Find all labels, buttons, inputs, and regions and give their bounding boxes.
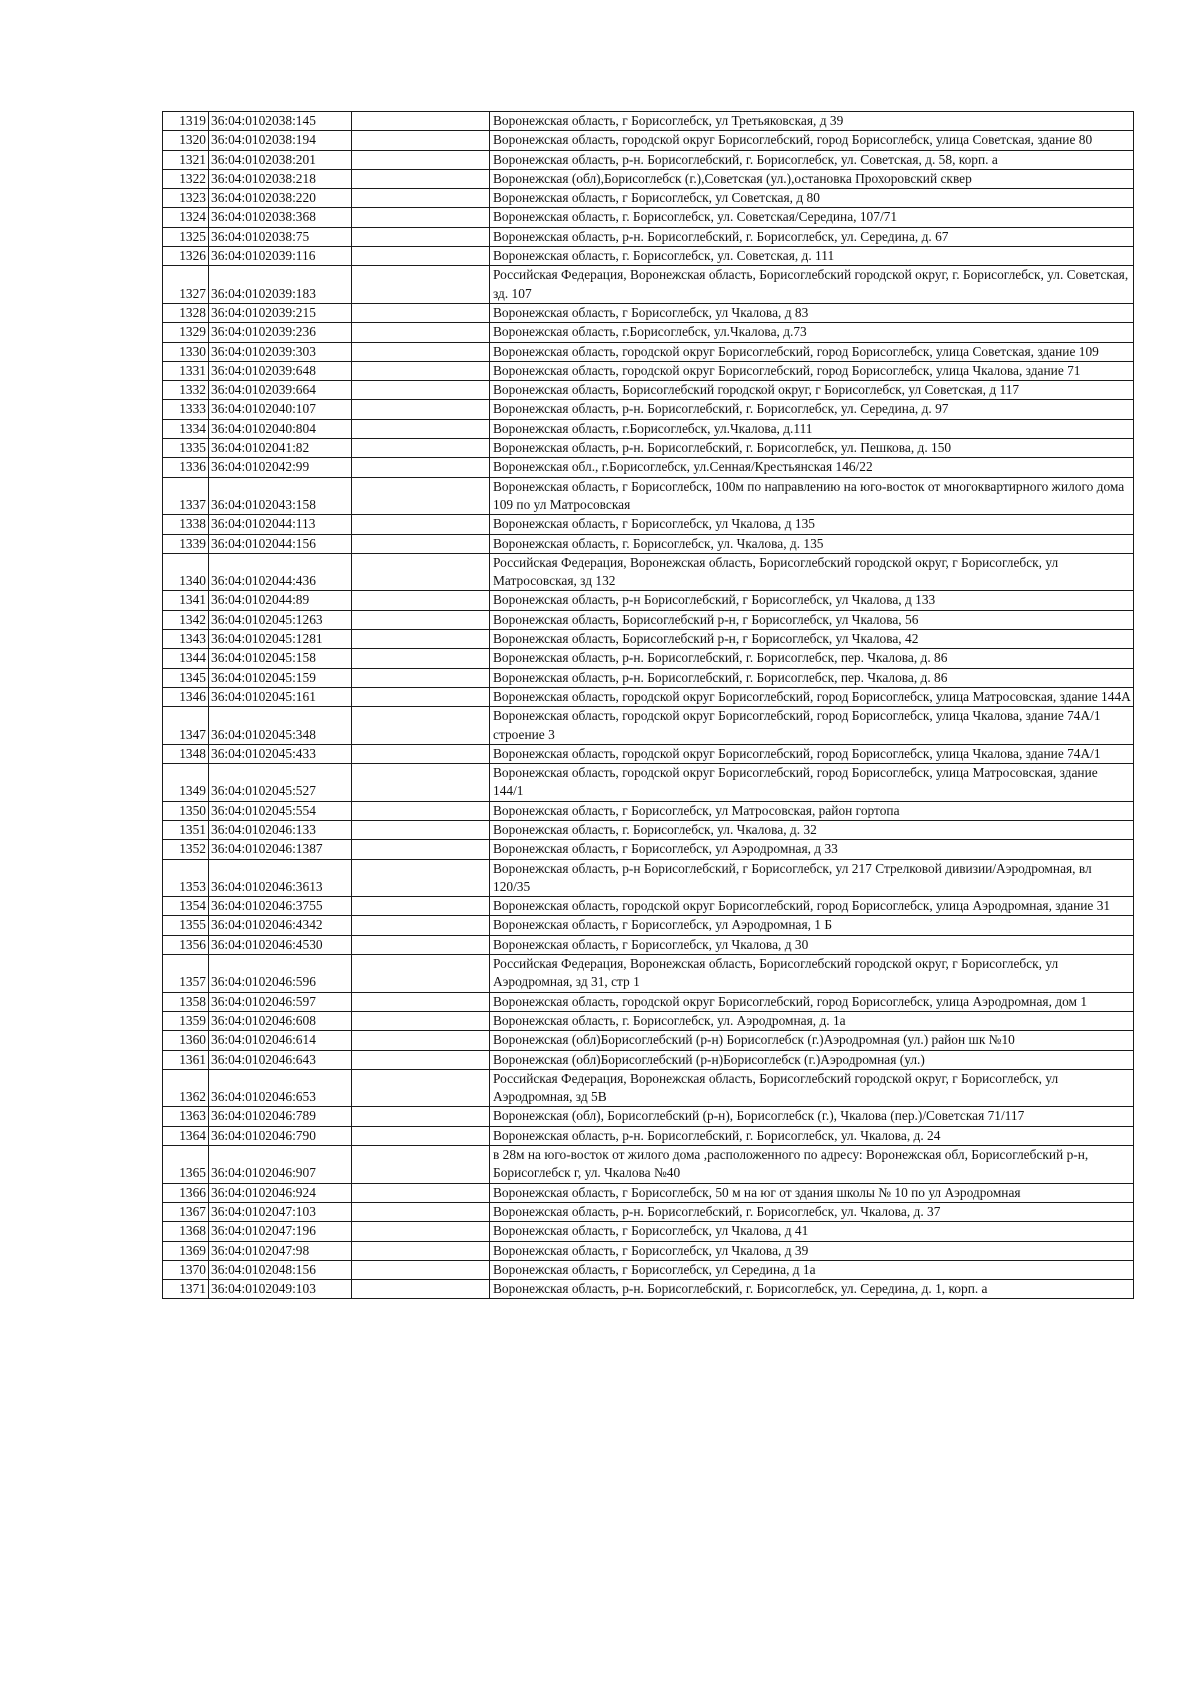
empty-cell [352, 169, 490, 188]
table-row [163, 1011, 1134, 1030]
table-row [163, 707, 1134, 745]
table-row [163, 687, 1134, 706]
cadastral-number: 36:04:0102046:1387 [209, 840, 352, 859]
cadastral-registry-table [162, 111, 1134, 1299]
empty-cell [352, 553, 490, 591]
table-row [163, 992, 1134, 1011]
address-cell: Воронежская область, г.Борисоглебск, ул.Чкалова, д.111 [490, 419, 1134, 438]
empty-cell [352, 764, 490, 802]
row-number: 1342 [163, 610, 209, 629]
cadastral-number: 36:04:0102039:648 [209, 361, 352, 380]
table-row [163, 458, 1134, 477]
cadastral-number: 36:04:0102047:196 [209, 1222, 352, 1241]
address-cell: Воронежская (обл)Борисоглебский (р-н)Борисоглебск (г.)Аэродромная (ул.) [490, 1050, 1134, 1069]
row-number: 1358 [163, 992, 209, 1011]
address-cell: Воронежская область, Борисоглебский городской округ, г Борисоглебск, ул Советская, д 117 [490, 381, 1134, 400]
table-row [163, 266, 1134, 304]
cadastral-number: 36:04:0102039:664 [209, 381, 352, 400]
row-number: 1363 [163, 1107, 209, 1126]
cadastral-number: 36:04:0102042:99 [209, 458, 352, 477]
cadastral-number: 36:04:0102045:158 [209, 649, 352, 668]
empty-cell [352, 150, 490, 169]
row-number: 1329 [163, 323, 209, 342]
address-cell: Воронежская область, г Борисоглебск, 100м по направлению на юго-восток от многоквартирного жилого дома 109 по ул Матросовская [490, 477, 1134, 515]
empty-cell [352, 897, 490, 916]
empty-cell [352, 707, 490, 745]
table-row [163, 916, 1134, 935]
row-number: 1353 [163, 859, 209, 897]
cadastral-number: 36:04:0102039:116 [209, 247, 352, 266]
empty-cell [352, 1260, 490, 1279]
cadastral-number: 36:04:0102038:75 [209, 227, 352, 246]
empty-cell [352, 419, 490, 438]
cadastral-number: 36:04:0102038:368 [209, 208, 352, 227]
table-row [163, 955, 1134, 993]
row-number: 1325 [163, 227, 209, 246]
address-cell: Воронежская (обл)Борисоглебский (р-н) Борисоглебск (г.)Аэродромная (ул.) район шк №10 [490, 1031, 1134, 1050]
row-number: 1320 [163, 131, 209, 150]
address-cell: Воронежская область, г. Борисоглебск, ул. Аэродромная, д. 1а [490, 1011, 1134, 1030]
cadastral-number: 36:04:0102040:804 [209, 419, 352, 438]
cadastral-number: 36:04:0102038:220 [209, 189, 352, 208]
table-row [163, 610, 1134, 629]
table-row [163, 553, 1134, 591]
table-row [163, 744, 1134, 763]
address-cell: Российская Федерация, Воронежская область, Борисоглебский городской округ, г Борисоглебск, ул Матросовская, зд 132 [490, 553, 1134, 591]
row-number: 1366 [163, 1183, 209, 1202]
row-number: 1348 [163, 744, 209, 763]
empty-cell [352, 1222, 490, 1241]
empty-cell [352, 668, 490, 687]
table-row [163, 935, 1134, 954]
table-row [163, 477, 1134, 515]
row-number: 1326 [163, 247, 209, 266]
cadastral-number: 36:04:0102044:436 [209, 553, 352, 591]
table-row [163, 227, 1134, 246]
table-row [163, 1069, 1134, 1107]
empty-cell [352, 801, 490, 820]
row-number: 1357 [163, 955, 209, 993]
empty-cell [352, 534, 490, 553]
address-cell: Воронежская область, г Борисоглебск, 50 м на юг от здания школы № 10 по ул Аэродромная [490, 1183, 1134, 1202]
row-number: 1334 [163, 419, 209, 438]
table-row [163, 1126, 1134, 1145]
row-number: 1331 [163, 361, 209, 380]
row-number: 1361 [163, 1050, 209, 1069]
table-row [163, 859, 1134, 897]
address-cell: Воронежская область, г Борисоглебск, ул Чкалова, д 30 [490, 935, 1134, 954]
cadastral-number: 36:04:0102046:3755 [209, 897, 352, 916]
address-cell: Воронежская область, р-н. Борисоглебский, г. Борисоглебск, ул. Середина, д. 1, корп. а [490, 1280, 1134, 1299]
cadastral-number: 36:04:0102049:103 [209, 1280, 352, 1299]
empty-cell [352, 303, 490, 322]
cadastral-number: 36:04:0102038:201 [209, 150, 352, 169]
address-cell: Воронежская область, г Борисоглебск, ул Чкалова, д 39 [490, 1241, 1134, 1260]
table-row [163, 515, 1134, 534]
address-cell: Воронежская область, городской округ Борисоглебский, город Борисоглебск, улица Аэродромная, дом 1 [490, 992, 1134, 1011]
address-cell: Воронежская область, р-н. Борисоглебский, г. Борисоглебск, ул. Чкалова, д. 37 [490, 1202, 1134, 1221]
address-cell: Воронежская область, городской округ Борисоглебский, город Борисоглебск, улица Чкалова, здание 71 [490, 361, 1134, 380]
table-row [163, 303, 1134, 322]
table-row [163, 361, 1134, 380]
empty-cell [352, 955, 490, 993]
table-row [163, 323, 1134, 342]
empty-cell [352, 649, 490, 668]
row-number: 1324 [163, 208, 209, 227]
table-row [163, 820, 1134, 839]
cadastral-number: 36:04:0102039:236 [209, 323, 352, 342]
empty-cell [352, 400, 490, 419]
cadastral-number: 36:04:0102039:303 [209, 342, 352, 361]
empty-cell [352, 687, 490, 706]
row-number: 1362 [163, 1069, 209, 1107]
address-cell: Воронежская область, р-н. Борисоглебский, г. Борисоглебск, ул. Чкалова, д. 24 [490, 1126, 1134, 1145]
empty-cell [352, 323, 490, 342]
cadastral-number: 36:04:0102041:82 [209, 439, 352, 458]
row-number: 1368 [163, 1222, 209, 1241]
cadastral-number: 36:04:0102040:107 [209, 400, 352, 419]
cadastral-number: 36:04:0102038:218 [209, 169, 352, 188]
address-cell: Российская Федерация, Воронежская область, Борисоглебский городской округ, г Борисоглебск, ул Аэродромная, зд 31, стр 1 [490, 955, 1134, 993]
table-row [163, 1280, 1134, 1299]
empty-cell [352, 131, 490, 150]
row-number: 1337 [163, 477, 209, 515]
empty-cell [352, 477, 490, 515]
cadastral-number: 36:04:0102046:4530 [209, 935, 352, 954]
cadastral-number: 36:04:0102045:527 [209, 764, 352, 802]
address-cell: Воронежская область, г. Борисоглебск, ул. Советская/Середина, 107/71 [490, 208, 1134, 227]
empty-cell [352, 1280, 490, 1299]
cadastral-number: 36:04:0102046:790 [209, 1126, 352, 1145]
address-cell: Воронежская область, г.Борисоглебск, ул.Чкалова, д.73 [490, 323, 1134, 342]
empty-cell [352, 189, 490, 208]
empty-cell [352, 1050, 490, 1069]
row-number: 1347 [163, 707, 209, 745]
address-cell: Воронежская область, городской округ Борисоглебский, город Борисоглебск, улица Советская, здание 109 [490, 342, 1134, 361]
empty-cell [352, 515, 490, 534]
address-cell: Воронежская область, р-н. Борисоглебский, г. Борисоглебск, ул. Середина, д. 97 [490, 400, 1134, 419]
address-cell: Воронежская область, р-н Борисоглебский, г Борисоглебск, ул Чкалова, д 133 [490, 591, 1134, 610]
empty-cell [352, 361, 490, 380]
table-row [163, 801, 1134, 820]
cadastral-number: 36:04:0102046:133 [209, 820, 352, 839]
empty-cell [352, 820, 490, 839]
empty-cell [352, 591, 490, 610]
row-number: 1364 [163, 1126, 209, 1145]
cadastral-number: 36:04:0102039:215 [209, 303, 352, 322]
empty-cell [352, 916, 490, 935]
table-row [163, 208, 1134, 227]
row-number: 1349 [163, 764, 209, 802]
row-number: 1369 [163, 1241, 209, 1260]
empty-cell [352, 992, 490, 1011]
table-row [163, 1050, 1134, 1069]
empty-cell [352, 439, 490, 458]
cadastral-number: 36:04:0102045:348 [209, 707, 352, 745]
table-row [163, 189, 1134, 208]
row-number: 1332 [163, 381, 209, 400]
address-cell: Воронежская область, городской округ Борисоглебский, город Борисоглебск, улица Советская, здание 80 [490, 131, 1134, 150]
empty-cell [352, 1031, 490, 1050]
address-cell: Воронежская область, городской округ Борисоглебский, город Борисоглебск, улица Чкалова, здание 74А/1 [490, 744, 1134, 763]
cadastral-number: 36:04:0102045:1263 [209, 610, 352, 629]
address-cell: Воронежская область, г Борисоглебск, ул Советская, д 80 [490, 189, 1134, 208]
cadastral-number: 36:04:0102046:789 [209, 1107, 352, 1126]
cadastral-number: 36:04:0102044:89 [209, 591, 352, 610]
address-cell: Воронежская область, городской округ Борисоглебский, город Борисоглебск, улица Чкалова, здание 74А/1 строение 3 [490, 707, 1134, 745]
row-number: 1333 [163, 400, 209, 419]
row-number: 1330 [163, 342, 209, 361]
cadastral-number: 36:04:0102046:4342 [209, 916, 352, 935]
table-row [163, 1031, 1134, 1050]
address-cell: Воронежская область, г Борисоглебск, ул Чкалова, д 135 [490, 515, 1134, 534]
cadastral-number: 36:04:0102046:596 [209, 955, 352, 993]
row-number: 1345 [163, 668, 209, 687]
address-cell: Воронежская область, городской округ Борисоглебский, город Борисоглебск, улица Аэродромная, здание 31 [490, 897, 1134, 916]
empty-cell [352, 1241, 490, 1260]
address-cell: Воронежская область, г Борисоглебск, ул Третьяковская, д 39 [490, 112, 1134, 131]
row-number: 1338 [163, 515, 209, 534]
empty-cell [352, 458, 490, 477]
row-number: 1365 [163, 1146, 209, 1184]
cadastral-number: 36:04:0102043:158 [209, 477, 352, 515]
address-cell: Воронежская область, р-н. Борисоглебский, г. Борисоглебск, ул. Середина, д. 67 [490, 227, 1134, 246]
address-cell: Воронежская область, г. Борисоглебск, ул. Чкалова, д. 135 [490, 534, 1134, 553]
empty-cell [352, 227, 490, 246]
row-number: 1367 [163, 1202, 209, 1221]
cadastral-number: 36:04:0102038:194 [209, 131, 352, 150]
table-row [163, 419, 1134, 438]
cadastral-number: 36:04:0102046:924 [209, 1183, 352, 1202]
cadastral-number: 36:04:0102047:98 [209, 1241, 352, 1260]
row-number: 1351 [163, 820, 209, 839]
empty-cell [352, 1107, 490, 1126]
cadastral-number: 36:04:0102046:653 [209, 1069, 352, 1107]
address-cell: Воронежская область, р-н. Борисоглебский, г. Борисоглебск, пер. Чкалова, д. 86 [490, 649, 1134, 668]
address-cell: Воронежская область, городской округ Борисоглебский, город Борисоглебск, улица Матросовская, здание 144А [490, 687, 1134, 706]
empty-cell [352, 1011, 490, 1030]
table-row [163, 534, 1134, 553]
empty-cell [352, 381, 490, 400]
cadastral-number: 36:04:0102046:608 [209, 1011, 352, 1030]
table-row [163, 1146, 1134, 1184]
row-number: 1341 [163, 591, 209, 610]
table-row [163, 649, 1134, 668]
address-cell: Воронежская область, р-н Борисоглебский, г Борисоглебск, ул 217 Стрелковой дивизии/Аэродромная, вл 120/35 [490, 859, 1134, 897]
row-number: 1359 [163, 1011, 209, 1030]
row-number: 1321 [163, 150, 209, 169]
row-number: 1339 [163, 534, 209, 553]
address-cell: Воронежская область, г Борисоглебск, ул Середина, д 1а [490, 1260, 1134, 1279]
row-number: 1370 [163, 1260, 209, 1279]
row-number: 1352 [163, 840, 209, 859]
table-row [163, 630, 1134, 649]
address-cell: в 28м на юго-восток от жилого дома ,расположенного по адресу: Воронежская обл, Борисоглебский р-н, Борисоглебск г, ул. Чкалова №40 [490, 1146, 1134, 1184]
table-row [163, 400, 1134, 419]
address-cell: Воронежская область, р-н. Борисоглебский, г. Борисоглебск, ул. Пешкова, д. 150 [490, 439, 1134, 458]
row-number: 1354 [163, 897, 209, 916]
row-number: 1322 [163, 169, 209, 188]
cadastral-number: 36:04:0102045:1281 [209, 630, 352, 649]
table-row [163, 247, 1134, 266]
empty-cell [352, 1183, 490, 1202]
cadastral-number: 36:04:0102039:183 [209, 266, 352, 304]
table-row [163, 1107, 1134, 1126]
address-cell: Российская Федерация, Воронежская область, Борисоглебский городской округ, г. Борисоглебск, ул. Советская, зд. 107 [490, 266, 1134, 304]
table-row [163, 1222, 1134, 1241]
empty-cell [352, 1202, 490, 1221]
row-number: 1327 [163, 266, 209, 304]
empty-cell [352, 744, 490, 763]
table-row [163, 131, 1134, 150]
cadastral-number: 36:04:0102046:643 [209, 1050, 352, 1069]
empty-cell [352, 935, 490, 954]
table-row [163, 591, 1134, 610]
empty-cell [352, 610, 490, 629]
address-cell: Воронежская область, Борисоглебский р-н, г Борисоглебск, ул Чкалова, 56 [490, 610, 1134, 629]
row-number: 1340 [163, 553, 209, 591]
address-cell: Воронежская (обл),Борисоглебск (г.),Советская (ул.),остановка Прохоровский сквер [490, 169, 1134, 188]
row-number: 1350 [163, 801, 209, 820]
empty-cell [352, 1146, 490, 1184]
row-number: 1344 [163, 649, 209, 668]
cadastral-number: 36:04:0102046:597 [209, 992, 352, 1011]
cadastral-number: 36:04:0102046:907 [209, 1146, 352, 1184]
table-row [163, 668, 1134, 687]
row-number: 1346 [163, 687, 209, 706]
row-number: 1336 [163, 458, 209, 477]
registry-body [163, 112, 1134, 1299]
table-row [163, 764, 1134, 802]
table-row [163, 381, 1134, 400]
cadastral-number: 36:04:0102045:433 [209, 744, 352, 763]
address-cell: Воронежская (обл), Борисоглебский (р-н), Борисоглебск (г.), Чкалова (пер.)/Советская 71/117 [490, 1107, 1134, 1126]
table-row [163, 840, 1134, 859]
table-row [163, 342, 1134, 361]
address-cell: Воронежская область, г Борисоглебск, ул Аэродромная, 1 Б [490, 916, 1134, 935]
table-row [163, 1183, 1134, 1202]
row-number: 1371 [163, 1280, 209, 1299]
empty-cell [352, 1126, 490, 1145]
address-cell: Воронежская область, г. Борисоглебск, ул. Чкалова, д. 32 [490, 820, 1134, 839]
empty-cell [352, 247, 490, 266]
row-number: 1328 [163, 303, 209, 322]
empty-cell [352, 1069, 490, 1107]
empty-cell [352, 630, 490, 649]
table-row [163, 439, 1134, 458]
cadastral-number: 36:04:0102038:145 [209, 112, 352, 131]
empty-cell [352, 859, 490, 897]
table-row [163, 169, 1134, 188]
address-cell: Воронежская область, р-н. Борисоглебский, г. Борисоглебск, ул. Советская, д. 58, корп. а [490, 150, 1134, 169]
cadastral-number: 36:04:0102044:113 [209, 515, 352, 534]
empty-cell [352, 342, 490, 361]
row-number: 1343 [163, 630, 209, 649]
cadastral-number: 36:04:0102045:161 [209, 687, 352, 706]
row-number: 1335 [163, 439, 209, 458]
table-row [163, 112, 1134, 131]
empty-cell [352, 840, 490, 859]
row-number: 1319 [163, 112, 209, 131]
address-cell: Воронежская область, г Борисоглебск, ул Аэродромная, д 33 [490, 840, 1134, 859]
cadastral-number: 36:04:0102045:159 [209, 668, 352, 687]
address-cell: Воронежская область, г Борисоглебск, ул Чкалова, д 83 [490, 303, 1134, 322]
address-cell: Воронежская область, городской округ Борисоглебский, город Борисоглебск, улица Матросовская, здание 144/1 [490, 764, 1134, 802]
table-row [163, 1202, 1134, 1221]
address-cell: Воронежская область, г Борисоглебск, ул Матросовская, район гортопа [490, 801, 1134, 820]
cadastral-number: 36:04:0102045:554 [209, 801, 352, 820]
table-row [163, 1241, 1134, 1260]
table-row [163, 897, 1134, 916]
cadastral-number: 36:04:0102046:614 [209, 1031, 352, 1050]
address-cell: Воронежская область, р-н. Борисоглебский, г. Борисоглебск, пер. Чкалова, д. 86 [490, 668, 1134, 687]
row-number: 1360 [163, 1031, 209, 1050]
address-cell: Воронежская область, г. Борисоглебск, ул. Советская, д. 111 [490, 247, 1134, 266]
address-cell: Воронежская область, Борисоглебский р-н, г Борисоглебск, ул Чкалова, 42 [490, 630, 1134, 649]
cadastral-number: 36:04:0102046:3613 [209, 859, 352, 897]
row-number: 1356 [163, 935, 209, 954]
table-row [163, 1260, 1134, 1279]
address-cell: Российская Федерация, Воронежская область, Борисоглебский городской округ, г Борисоглебск, ул Аэродромная, зд 5В [490, 1069, 1134, 1107]
cadastral-number: 36:04:0102044:156 [209, 534, 352, 553]
empty-cell [352, 208, 490, 227]
address-cell: Воронежская обл., г.Борисоглебск, ул.Сенная/Крестьянская 146/22 [490, 458, 1134, 477]
row-number: 1323 [163, 189, 209, 208]
table-row [163, 150, 1134, 169]
empty-cell [352, 112, 490, 131]
cadastral-number: 36:04:0102047:103 [209, 1202, 352, 1221]
empty-cell [352, 266, 490, 304]
address-cell: Воронежская область, г Борисоглебск, ул Чкалова, д 41 [490, 1222, 1134, 1241]
row-number: 1355 [163, 916, 209, 935]
cadastral-number: 36:04:0102048:156 [209, 1260, 352, 1279]
